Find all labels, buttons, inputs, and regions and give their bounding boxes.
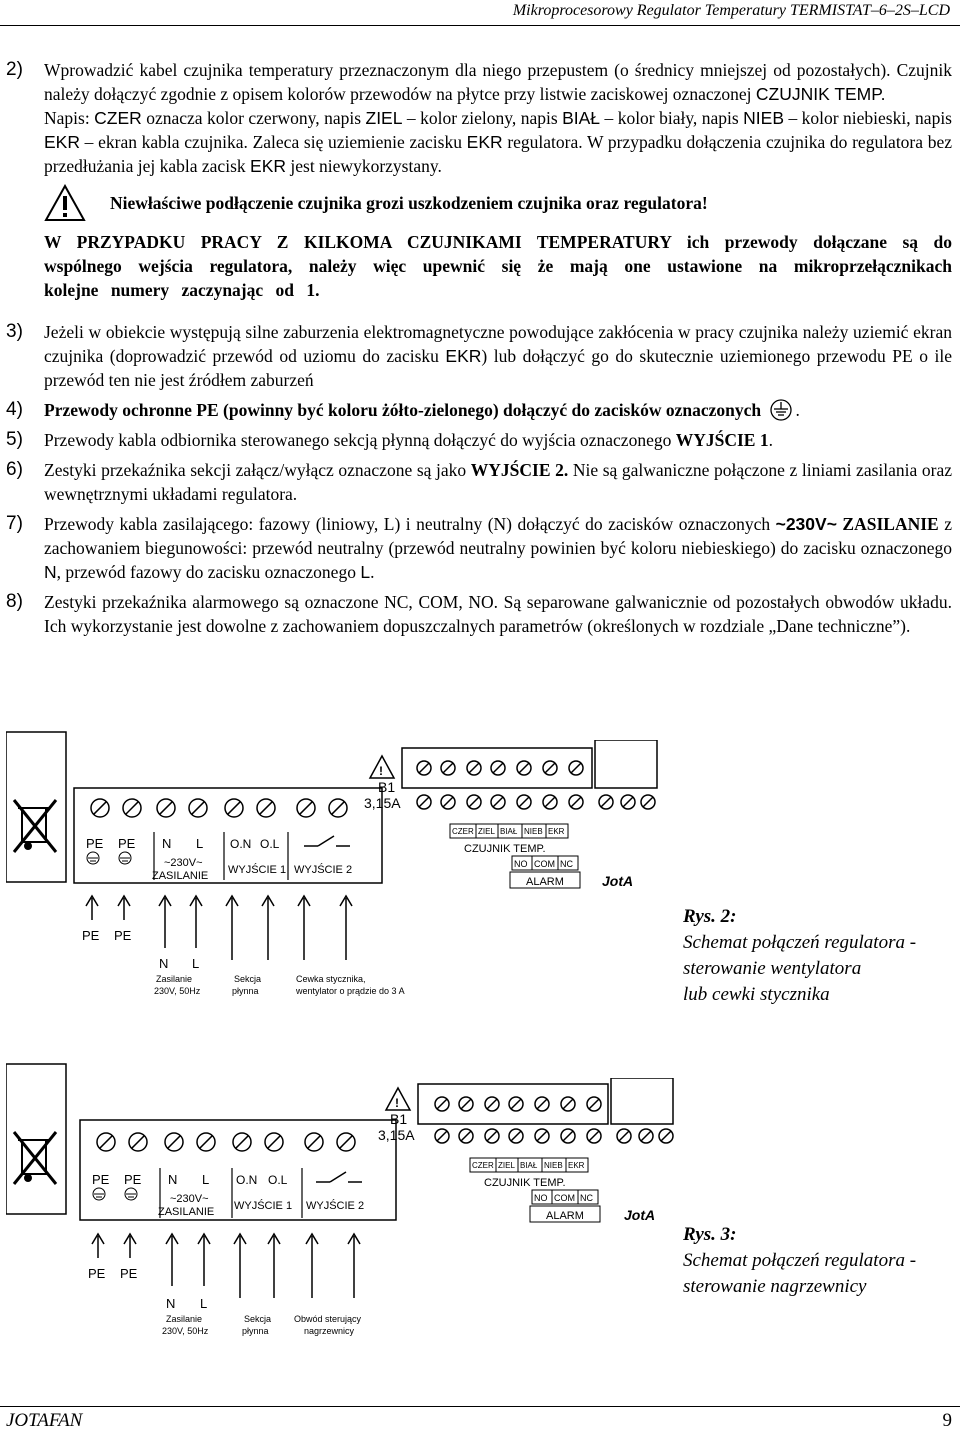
- list-item: [6, 458, 952, 506]
- text: Zestyki przekaźnika sekcji załącz/wyłącz oznaczone są jako: [44, 460, 471, 480]
- text: regulatora. W przypadku dołączenia czujnika do regulatora bez przedłużania jej kabla zacisk: [44, 132, 953, 176]
- wiring-diagram-fig3: [6, 1060, 426, 1345]
- section-label-type: płynna: [232, 986, 259, 996]
- screw-slot: [661, 1131, 671, 1141]
- fuse-warning-icon: [386, 1088, 410, 1110]
- text: .: [768, 430, 773, 450]
- lead-pe: PE: [82, 928, 100, 943]
- item-number: 8): [6, 591, 23, 612]
- text: CZER: [94, 108, 142, 128]
- sensor-terminal-block-fig2: [400, 740, 660, 900]
- warning-icon: [44, 184, 86, 222]
- screw-slot: [601, 797, 611, 807]
- screw-slot: [340, 1136, 353, 1149]
- list-item: [6, 590, 952, 638]
- screw-slot: [443, 797, 453, 807]
- text: Przewody kabla odbiornika sterowanego sekcją płynną dołączyć do wyjścia oznaczonego: [44, 430, 676, 450]
- coil-label: Cewka stycznika,: [296, 974, 366, 984]
- text: – ekran kabla czujnika. Zaleca się uziemienie zacisku: [79, 132, 467, 152]
- fuse-label: B1: [390, 1111, 408, 1127]
- lead-n: N: [159, 956, 169, 971]
- label-l: L: [196, 836, 204, 851]
- sensor-terminal-block-fig3: [416, 1078, 676, 1238]
- screw-slot: [419, 797, 429, 807]
- ground-icon: [766, 398, 796, 422]
- text: Jeżeli w obiekcie występują silne zaburzenia elektromagnetyczne powodujące zakłócenia w pracy czujnika należy uziemić ekran czujnika (doprowadzić przewód od uziomu do zacisku: [44, 322, 952, 366]
- text: .: [370, 562, 375, 582]
- item-text: [44, 58, 952, 302]
- supply-label: Zasilanie: [166, 1314, 203, 1324]
- screw-slot: [332, 802, 345, 815]
- label-zasilanie: ZASILANIE: [158, 1206, 215, 1218]
- terminal-screws: [435, 1097, 673, 1143]
- screw-slot: [94, 802, 107, 815]
- text: Wprowadzić kabel czujnika temperatury przeznaczonym dla niego przepustem (o średnicy mniejszej od pozostałych). Czujnik należy dołączyć zgodnie z opisem kolorów przewodów na płytce przy listwie zaciskowej oznaczonej: [44, 60, 952, 104]
- page-number: 9: [942, 1410, 952, 1431]
- lead-l: L: [200, 1296, 208, 1311]
- label-nc: NC: [560, 859, 573, 869]
- alarm-labels: [512, 856, 578, 870]
- screw-slot: [619, 1131, 629, 1141]
- label-on: O.N: [230, 837, 252, 851]
- screw-slot: [160, 802, 173, 815]
- text: .: [795, 400, 800, 420]
- screw-slot: [236, 1136, 249, 1149]
- item-text: [44, 512, 952, 584]
- screw-slot: [469, 763, 479, 773]
- label-nieb: NIEB: [524, 827, 543, 836]
- label-out1: WYJŚCIE 1: [228, 864, 287, 876]
- list-item: [6, 512, 952, 584]
- jota-logo: JotA: [602, 873, 634, 889]
- item-text: Zestyki przekaźnika alarmowego są oznaczone NC, COM, NO. Są separowane galwanicznie od pozostałych obwodów układu. Ich wykorzystanie jest dowolne z zachowaniem dopuszczalnych parametrów (określonych w rozdziale „Dane techniczne”).: [44, 592, 952, 636]
- lead-pe: PE: [114, 928, 132, 943]
- label-nieb: NIEB: [544, 1161, 563, 1170]
- text: z zachowaniem biegunowości: przewód neutralny (przewód neutralny powinien być koloru niebieskiego) do zacisku oznaczonego: [44, 514, 952, 558]
- label-out2: WYJŚCIE 2: [294, 864, 353, 876]
- svg-text:!: !: [395, 1096, 399, 1110]
- screw-slot: [623, 797, 633, 807]
- screw-slot: [268, 1136, 281, 1149]
- screw-slot: [571, 763, 581, 773]
- screw-slot: [300, 802, 313, 815]
- list-item: [6, 320, 952, 392]
- label-alarm: ALARM: [546, 1210, 584, 1222]
- alarm-labels: [532, 1190, 598, 1204]
- label-czer: CZER: [452, 827, 474, 836]
- label-czer: CZER: [472, 1161, 494, 1170]
- switch-icon: [304, 836, 350, 846]
- multi-sensor-note: W PRZYPADKU PRACY Z KILKOMA CZUJNIKAMI TEMPERATURY ich przewody dołączane są do wspólnego wejścia regulatora, należy więc upewnić się że mają one ustawione na mikroprzełącznikach kolejne numery zaczynając od 1.: [44, 232, 952, 300]
- sensor-labels: [450, 824, 568, 838]
- item-number: 6): [6, 459, 23, 480]
- section-label: Sekcja: [234, 974, 262, 984]
- section-label: Sekcja: [244, 1314, 272, 1324]
- screw-slot: [461, 1099, 471, 1109]
- svg-text:!: !: [379, 764, 383, 778]
- label-n: N: [168, 1172, 178, 1187]
- recycle-bin-icon: [14, 1132, 56, 1184]
- screw-slot: [132, 1136, 145, 1149]
- text: EKR: [445, 346, 482, 366]
- text: Nie są galwaniczne połączone z liniami zasilania oraz wewnętrznymi układami regulatora.: [44, 460, 952, 504]
- supply-label-rating: 230V, 50Hz: [162, 1326, 209, 1336]
- label-nc: NC: [580, 1193, 593, 1203]
- text: EKR: [44, 132, 80, 152]
- screw-slot: [545, 763, 555, 773]
- paragraph: [44, 106, 952, 178]
- screw-slot: [493, 763, 503, 773]
- screw-slot: [493, 797, 503, 807]
- caption-title: Rys. 3:: [683, 1224, 737, 1245]
- screw-slot: [589, 1099, 599, 1109]
- label-ol: O.L: [260, 837, 280, 851]
- screw-slot: [260, 802, 273, 815]
- jota-logo: JotA: [624, 1207, 656, 1223]
- caption-title: Rys. 2:: [683, 906, 737, 927]
- switch-icon: [316, 1172, 362, 1182]
- warning-text: Niewłaściwe podłączenie czujnika grozi uszkodzeniem czujnika oraz regulatora!: [110, 193, 708, 213]
- screw-slot: [308, 1136, 321, 1149]
- screw-slot: [537, 1099, 547, 1109]
- item-text: [44, 398, 952, 422]
- screw-slot: [443, 763, 453, 773]
- ground-symbols: [93, 1188, 137, 1200]
- screw-slot: [545, 797, 555, 807]
- label-out1: WYJŚCIE 1: [234, 1200, 293, 1212]
- text: jest niewykorzystany.: [286, 156, 442, 176]
- caption-line: lub cewki stycznika: [683, 984, 830, 1005]
- screw-slot: [437, 1131, 447, 1141]
- fuse-warning-icon: [370, 756, 394, 778]
- terminal-screws: [417, 761, 655, 809]
- label-ekr: EKR: [568, 1161, 585, 1170]
- label-pe: PE: [92, 1172, 110, 1187]
- control-circuit-label: Obwód sterujący: [294, 1314, 362, 1324]
- label-on: O.N: [236, 1173, 258, 1187]
- control-circuit-heater: nagrzewnicy: [304, 1326, 355, 1336]
- screw-slot: [228, 802, 241, 815]
- label-com: COM: [534, 859, 555, 869]
- list-item: [6, 398, 952, 422]
- item-number: 5): [6, 429, 23, 450]
- text: ZASILANIE: [836, 514, 939, 534]
- header-divider: [0, 25, 960, 26]
- screw-slot: [563, 1099, 573, 1109]
- screw-slot: [469, 797, 479, 807]
- page-header-title: Mikroprocesorowy Regulator Temperatury TERMISTAT–6–2S–LCD: [512, 2, 950, 19]
- text: CZUJNIK TEMP.: [755, 84, 886, 104]
- label-l: L: [202, 1172, 210, 1187]
- label-bial: BIAŁ: [500, 827, 518, 836]
- paragraph: [44, 58, 952, 106]
- ground-symbols: [87, 852, 131, 864]
- screw-slot: [437, 1099, 447, 1109]
- text: NIEB: [743, 108, 785, 128]
- fuse-rating: 3,15A: [378, 1127, 415, 1143]
- screw-slot: [563, 1131, 573, 1141]
- sensor-labels: [470, 1158, 588, 1172]
- fuse-rating: 3,15A: [364, 795, 401, 811]
- screw-slot: [487, 1131, 497, 1141]
- text: EKR: [250, 156, 286, 176]
- caption-line: Schemat połączeń regulatora -: [683, 1250, 917, 1271]
- label-ziel: ZIEL: [478, 827, 495, 836]
- text: WYJŚCIE 1: [675, 430, 769, 450]
- footer-brand: JOTAFAN: [6, 1410, 83, 1431]
- list-item: [6, 58, 952, 302]
- label-pe: PE: [118, 836, 136, 851]
- screw-slot: [519, 797, 529, 807]
- label-n: N: [162, 836, 172, 851]
- label-czujnik: CZUJNIK TEMP.: [464, 843, 546, 855]
- label-out2: WYJŚCIE 2: [306, 1200, 365, 1212]
- supply-label-rating: 230V, 50Hz: [154, 986, 201, 996]
- caption-line: sterowanie nagrzewnicy: [683, 1276, 867, 1297]
- item-number: 7): [6, 513, 23, 534]
- caption-line: sterowanie wentylatora: [683, 958, 862, 979]
- figure-caption-3: [683, 1222, 916, 1300]
- figure-caption-2: [683, 904, 916, 1008]
- text: N: [44, 562, 57, 582]
- screw-slot: [511, 1131, 521, 1141]
- screw-slot: [192, 802, 205, 815]
- screw-slot: [419, 763, 429, 773]
- section-label-type: płynna: [242, 1326, 269, 1336]
- lead-l: L: [192, 956, 200, 971]
- label-ol: O.L: [268, 1173, 288, 1187]
- lead-pe: PE: [88, 1266, 106, 1281]
- label-czujnik: CZUJNIK TEMP.: [484, 1177, 566, 1189]
- label-ekr: EKR: [548, 827, 565, 836]
- screw-slot: [126, 802, 139, 815]
- label-pe: PE: [124, 1172, 142, 1187]
- text: Napis:: [44, 108, 95, 128]
- text: ZIEL: [365, 108, 403, 128]
- item-text: [44, 458, 952, 506]
- screw-slot: [571, 797, 581, 807]
- text: L: [360, 562, 371, 582]
- lead-n: N: [166, 1296, 176, 1311]
- label-pe: PE: [86, 836, 104, 851]
- terminal-screws: [97, 1133, 355, 1151]
- label-bial: BIAŁ: [520, 1161, 538, 1170]
- label-alarm: ALARM: [526, 876, 564, 888]
- list-item: [6, 428, 952, 452]
- item-text: [44, 320, 952, 392]
- screw-slot: [168, 1136, 181, 1149]
- screw-slot: [461, 1131, 471, 1141]
- screw-slot: [641, 1131, 651, 1141]
- screw-slot: [511, 1099, 521, 1109]
- text: ) lub dołączyć go do skutecznie uziemionego przewodu PE o ile przewód ten nie jest źródłem zaburzeń: [44, 346, 952, 390]
- text: Przewody ochronne PE (powinny być koloru żółto-zielonego) dołączyć do zacisków oznaczonych: [44, 400, 762, 420]
- item-number: 3): [6, 321, 23, 342]
- instruction-list: [6, 58, 952, 644]
- caption-line: Schemat połączeń regulatora -: [683, 932, 917, 953]
- item-text: [44, 428, 952, 452]
- screw-slot: [589, 1131, 599, 1141]
- label-com: COM: [554, 1193, 575, 1203]
- text: , przewód fazowy do zacisku oznaczonego: [56, 562, 361, 582]
- screw-slot: [537, 1131, 547, 1141]
- screw-slot: [200, 1136, 213, 1149]
- recycle-bin-icon: [14, 800, 56, 852]
- text: Przewody kabla zasilającego: fazowy (liniowy, L) i neutralny (N) dołączyć do zacisków oznaczonych: [44, 514, 776, 534]
- warning-block: [44, 184, 952, 222]
- screw-slot: [100, 1136, 113, 1149]
- item-number: 4): [6, 399, 23, 420]
- text: – kolor biały, napis: [600, 108, 744, 128]
- text: oznacza kolor czerwony, napis: [141, 108, 366, 128]
- text: ~230V~: [775, 514, 837, 534]
- supply-label: Zasilanie: [156, 974, 193, 984]
- label-voltage: ~230V~: [170, 1193, 209, 1205]
- label-no: NO: [534, 1193, 548, 1203]
- lead-pe: PE: [120, 1266, 138, 1281]
- screw-slot: [643, 797, 653, 807]
- text: WYJŚCIE 2.: [470, 460, 569, 480]
- label-voltage: ~230V~: [164, 857, 203, 869]
- item-number: 2): [6, 59, 23, 80]
- wiring-diagram-fig2: [6, 728, 426, 998]
- footer-divider: [0, 1406, 960, 1407]
- text: EKR: [466, 132, 503, 152]
- screw-slot: [519, 763, 529, 773]
- terminal-screws: [91, 799, 347, 817]
- label-ziel: ZIEL: [498, 1161, 515, 1170]
- text: BIAŁ: [562, 108, 601, 128]
- text: – kolor niebieski, napis: [784, 108, 952, 128]
- fuse-label: B1: [378, 779, 396, 795]
- label-zasilanie: ZASILANIE: [152, 870, 209, 882]
- screw-slot: [487, 1099, 497, 1109]
- label-no: NO: [514, 859, 528, 869]
- coil-label-rating: wentylator o prądzie do 3 A: [296, 986, 405, 996]
- text: – kolor zielony, napis: [402, 108, 563, 128]
